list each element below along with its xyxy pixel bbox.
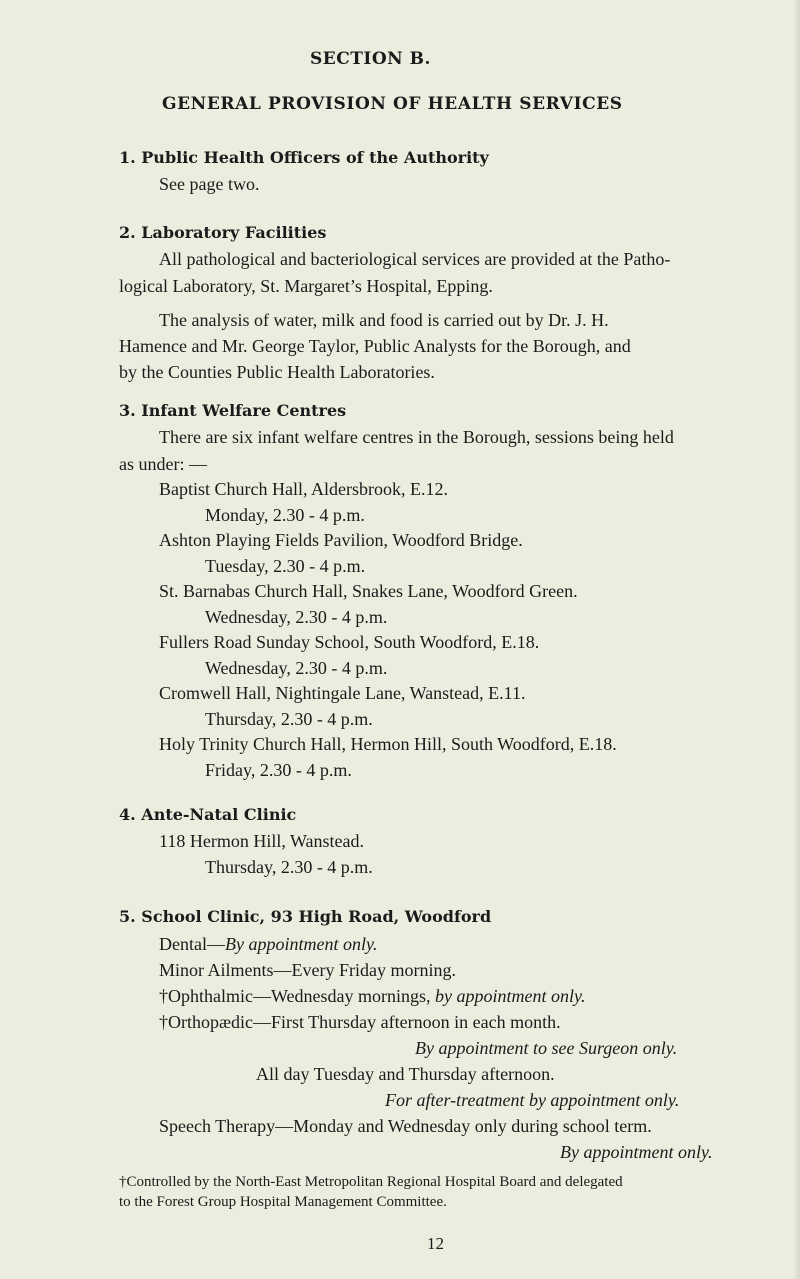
s4-heading: 4. Ante-Natal Clinic	[119, 805, 297, 824]
ophthalmic-note: by appointment only.	[435, 986, 586, 1006]
s2-paragraph1-line1: All pathological and bacteriological services are provided at the Patho-	[159, 249, 671, 269]
centre-time: Tuesday, 2.30 - 4 p.m.	[205, 556, 366, 576]
centre-name: Ashton Playing Fields Pavilion, Woodford Bridge.	[159, 530, 523, 550]
s2-paragraph2-line1: The analysis of water, milk and food is carried out by Dr. J. H.	[159, 310, 609, 330]
speech-therapy-note: By appointment only.	[560, 1142, 713, 1162]
s1-text: See page two.	[159, 174, 260, 194]
after-treatment-note: For after-treatment by appointment only.	[385, 1090, 680, 1110]
s5-heading: 5. School Clinic, 93 High Road, Woodford	[119, 907, 492, 926]
centre-time: Thursday, 2.30 - 4 p.m.	[205, 709, 373, 729]
dental-line	[159, 934, 377, 955]
centre-time: Monday, 2.30 - 4 p.m.	[205, 505, 365, 525]
s1-heading: 1. Public Health Officers of the Authority	[119, 148, 489, 167]
centre-time: Wednesday, 2.30 - 4 p.m.	[205, 658, 388, 678]
centre-name: Fullers Road Sunday School, South Woodford, E.18.	[159, 632, 540, 652]
dental-label: Dental—	[159, 934, 225, 954]
centre-time: Friday, 2.30 - 4 p.m.	[205, 760, 352, 780]
footnote-line2: to the Forest Group Hospital Management Committee.	[119, 1194, 447, 1210]
centre-name: Cromwell Hall, Nightingale Lane, Wanstead, E.11.	[159, 683, 526, 703]
speech-therapy-line: Speech Therapy—Monday and Wednesday only during school term.	[159, 1116, 652, 1136]
s2-paragraph2-line2: Hamence and Mr. George Taylor, Public Analysts for the Borough, and	[119, 336, 631, 356]
dental-note: By appointment only.	[224, 934, 378, 954]
page-number: 12	[427, 1234, 444, 1253]
centre-name: Holy Trinity Church Hall, Hermon Hill, South Woodford, E.18.	[159, 734, 617, 754]
section-title: SECTION B.	[310, 49, 431, 69]
s3-intro-line1: There are six infant welfare centres in the Borough, sessions being held	[159, 427, 674, 447]
centre-name: St. Barnabas Church Hall, Snakes Lane, Woodford Green.	[159, 581, 578, 601]
main-heading: GENERAL PROVISION OF HEALTH SERVICES	[162, 94, 623, 114]
s3-intro-line2: as under: —	[119, 454, 207, 474]
s2-paragraph2-line3: by the Counties Public Health Laboratories.	[119, 362, 435, 382]
page-edge-shadow	[793, 0, 800, 1279]
ophthalmic-label: †Ophthalmic—Wednesday mornings,	[159, 986, 436, 1006]
s2-heading: 2. Laboratory Facilities	[119, 223, 327, 242]
all-day-line: All day Tuesday and Thursday afternoon.	[256, 1064, 555, 1084]
s3-heading: 3. Infant Welfare Centres	[119, 401, 347, 420]
s4-time: Thursday, 2.30 - 4 p.m.	[205, 857, 373, 877]
orthopaedic-line: †Orthopædic—First Thursday afternoon in each month.	[159, 1012, 561, 1032]
minor-ailments-line: Minor Ailments—Every Friday morning.	[159, 960, 456, 980]
s2-paragraph1-line2: logical Laboratory, St. Margaret’s Hospital, Epping.	[119, 276, 493, 296]
s4-address: 118 Hermon Hill, Wanstead.	[159, 831, 365, 851]
orthopaedic-note: By appointment to see Surgeon only.	[415, 1038, 678, 1058]
centre-name: Baptist Church Hall, Aldersbrook, E.12.	[159, 479, 448, 499]
centre-time: Wednesday, 2.30 - 4 p.m.	[205, 607, 388, 627]
footnote-line1: †Controlled by the North-East Metropolitan Regional Hospital Board and delegated	[119, 1174, 623, 1190]
ophthalmic-line	[159, 986, 586, 1007]
